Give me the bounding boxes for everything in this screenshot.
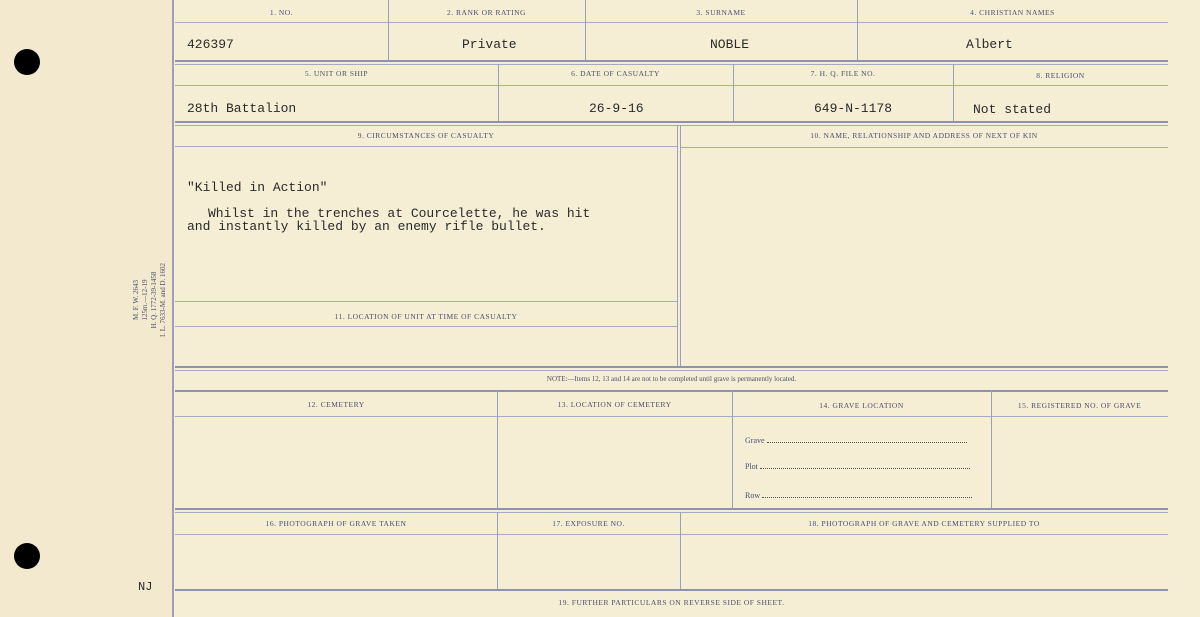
- label-further-particulars: 19. FURTHER PARTICULARS ON REVERSE SIDE OF SHEET.: [558, 598, 785, 607]
- form-code: M. F. W. 2643: [132, 280, 140, 320]
- label-christian-names: 4. CHRISTIAN NAMES: [970, 8, 1055, 17]
- grave-label: Grave: [745, 436, 765, 445]
- label-exposure: 17. EXPOSURE NO.: [552, 519, 625, 528]
- grave-field: [745, 436, 967, 445]
- value-rank: Private: [462, 37, 517, 52]
- value-hq-file: 649-N-1178: [814, 101, 893, 116]
- label-no: 1. NO.: [269, 8, 294, 17]
- label-religion: 8. RELIGION: [1036, 71, 1085, 80]
- value-date: 26-9-16: [589, 101, 644, 116]
- value-surname: NOBLE: [710, 37, 750, 52]
- circumstances-line: and instantly killed by an enemy rifle bullet.: [187, 219, 546, 234]
- label-grave-location: 14. GRAVE LOCATION: [819, 401, 904, 410]
- punch-hole: [14, 49, 40, 75]
- punch-hole: [14, 543, 40, 569]
- value-christian-names: Albert: [966, 37, 1013, 52]
- value-unit: 28th Battalion: [187, 101, 297, 116]
- form-code: I. L. 7633-M. and D. 1602: [159, 262, 167, 338]
- row-label: Row: [745, 491, 761, 500]
- row-field: [745, 491, 972, 500]
- value-religion: Not stated: [973, 102, 1052, 117]
- initials: NJ: [138, 580, 153, 594]
- label-photo-taken: 16. PHOTOGRAPH OF GRAVE TAKEN: [265, 519, 407, 528]
- value-no: 426397: [187, 37, 234, 52]
- plot-label: Plot: [745, 462, 758, 471]
- plot-field: [745, 462, 970, 471]
- label-cemetery: 12. CEMETERY: [307, 400, 365, 409]
- label-location-cemetery: 13. LOCATION OF CEMETERY: [557, 400, 672, 409]
- label-date: 6. DATE OF CASUALTY: [571, 69, 660, 78]
- circumstances-line: Whilst in the trenches at Courcelette, he was hit: [208, 206, 591, 221]
- note: NOTE:—Items 12, 13 and 14 are not to be completed until grave is permanently located.: [546, 375, 797, 383]
- label-next-of-kin: 10. NAME, RELATIONSHIP AND ADDRESS OF NEXT OF KIN: [810, 131, 1038, 140]
- label-hq-file: 7. H. Q. FILE NO.: [810, 69, 876, 78]
- label-location-unit: 11. LOCATION OF UNIT AT TIME OF CASUALTY: [334, 312, 518, 321]
- label-photo-supplied: 18. PHOTOGRAPH OF GRAVE AND CEMETERY SUPPLIED TO: [808, 519, 1040, 528]
- circumstances-line: "Killed in Action": [187, 180, 328, 195]
- label-circumstances: 9. CIRCUMSTANCES OF CASUALTY: [357, 131, 495, 140]
- form-code: H. Q. 1772-39-1458: [150, 271, 158, 329]
- form-codes: [132, 240, 168, 360]
- label-registered-no: 15. REGISTERED NO. OF GRAVE: [1017, 401, 1142, 410]
- label-surname: 3. SURNAME: [696, 8, 746, 17]
- label-rank: 2. RANK OR RATING: [447, 8, 526, 17]
- form-code: 125m.—12-19: [141, 279, 149, 321]
- label-unit: 5. UNIT OR SHIP: [304, 69, 369, 78]
